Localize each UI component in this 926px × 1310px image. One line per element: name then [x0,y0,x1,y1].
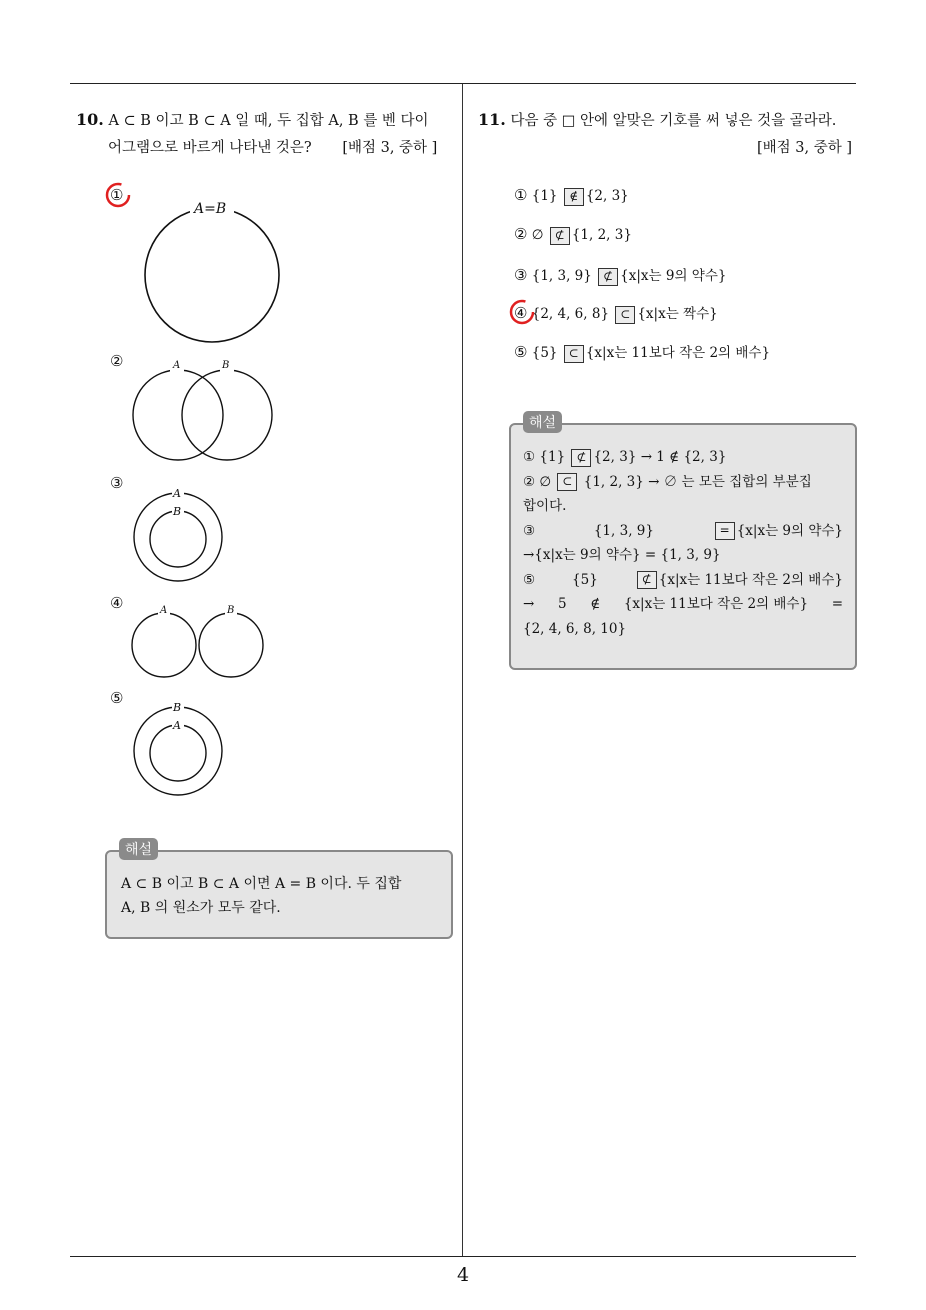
q11-line1: 다음 중 □ 안에 알맞은 기호를 써 넣은 것을 골라라. [510,113,837,129]
q10-explanation-box [105,850,453,939]
q11-explain-line1: ① {1} ⊄ {2, 3} → 1 ∉ {2, 3} [523,449,727,465]
q11-prompt [478,106,858,162]
q11-option-3[interactable]: ③ {1, 3, 9} ⊄ {x|x는 9의 약수} [514,266,727,284]
bottom-rule [70,1256,856,1257]
q10-explanation-tag: 해설 [119,838,158,860]
q10-option-4[interactable]: ④ [110,594,124,612]
answer-box: ⊄ [550,227,570,245]
venn-diagram-4[interactable] [130,608,265,680]
q11-explain-line3: 합이다. [523,498,567,514]
q10-option-3[interactable]: ③ [110,474,124,492]
q11-option-1[interactable]: ① {1} ∉ {2, 3} [514,186,629,204]
q10-line1: A ⊂ B 이고 B ⊂ A 일 때, 두 집합 A, B 를 벤 다이 [108,113,429,129]
venn-5-label-a: A [173,719,181,732]
answer-circle-mark [507,297,537,327]
q11-explain-line2: ② ∅ ⊂ {1, 2, 3} → ∅ 는 모든 집합의 부분집 [523,473,812,490]
venn-4-label-b: B [227,605,235,616]
column-divider [462,84,463,1256]
q11-number: 11. [478,110,506,129]
q10-option-2[interactable]: ② [110,352,124,370]
q11-option-2[interactable]: ② ∅ ⊄ {1, 2, 3} [514,225,632,243]
q10-score: [배점 3, 중하 ] [342,140,438,156]
q11-option-5[interactable]: ⑤ {5} ⊂ {x|x는 11보다 작은 2의 배수} [514,343,771,361]
answer-box: ⊄ [598,268,618,286]
q10-option-1[interactable]: ① [110,186,124,204]
q11-score: [배점 3, 중하 ] [756,140,852,156]
q10-line2: 어그램으로 바르게 나타낸 것은? [108,140,312,156]
q11-explain-line7: → 5 ∉ {x|x는 11보다 작은 2의 배수} = [523,596,843,612]
page-number: 4 [456,1264,470,1286]
top-rule [70,83,856,84]
venn-1-label: A=B [194,201,227,217]
answer-circle-mark [103,180,133,210]
q11-explain-line5: →{x|x는 9의 약수} = {1, 3, 9} [523,547,721,563]
answer-box: ⊂ [615,306,635,324]
q11-option-4[interactable]: ④ {2, 4, 6, 8} ⊂ {x|x는 짝수} [514,304,718,322]
q10-explain-line2: A, B 의 원소가 모두 같다. [121,900,281,916]
answer-box: ∉ [564,188,584,206]
venn-diagram-2[interactable] [130,365,280,465]
venn-2-label-a: A [173,360,181,371]
q11-explanation-tag: 해설 [523,411,562,433]
answer-box: ⊂ [564,345,584,363]
venn-4-label-a: A [160,605,168,616]
q10-prompt [76,106,456,162]
q11-explain-line4: ③ {1, 3, 9} = {x|x는 9의 약수} [523,522,843,539]
venn-3-label-a: A [173,487,181,500]
venn-3-label-b: B [173,505,182,518]
q11-explain-line8: {2, 4, 6, 8, 10} [523,620,627,637]
venn-diagram-1[interactable] [140,200,285,345]
q10-option-5[interactable]: ⑤ [110,689,124,707]
q10-number: 10. [76,110,104,129]
q10-explain-line1: A ⊂ B 이고 B ⊂ A 이면 A = B 이다. 두 집합 [121,876,402,892]
venn-5-label-b: B [173,701,182,714]
q11-explain-line6: ⑤ {5} ⊄ {x|x는 11보다 작은 2의 배수} [523,571,843,588]
venn-2-label-b: B [222,360,230,371]
q11-explanation-box [509,423,857,670]
